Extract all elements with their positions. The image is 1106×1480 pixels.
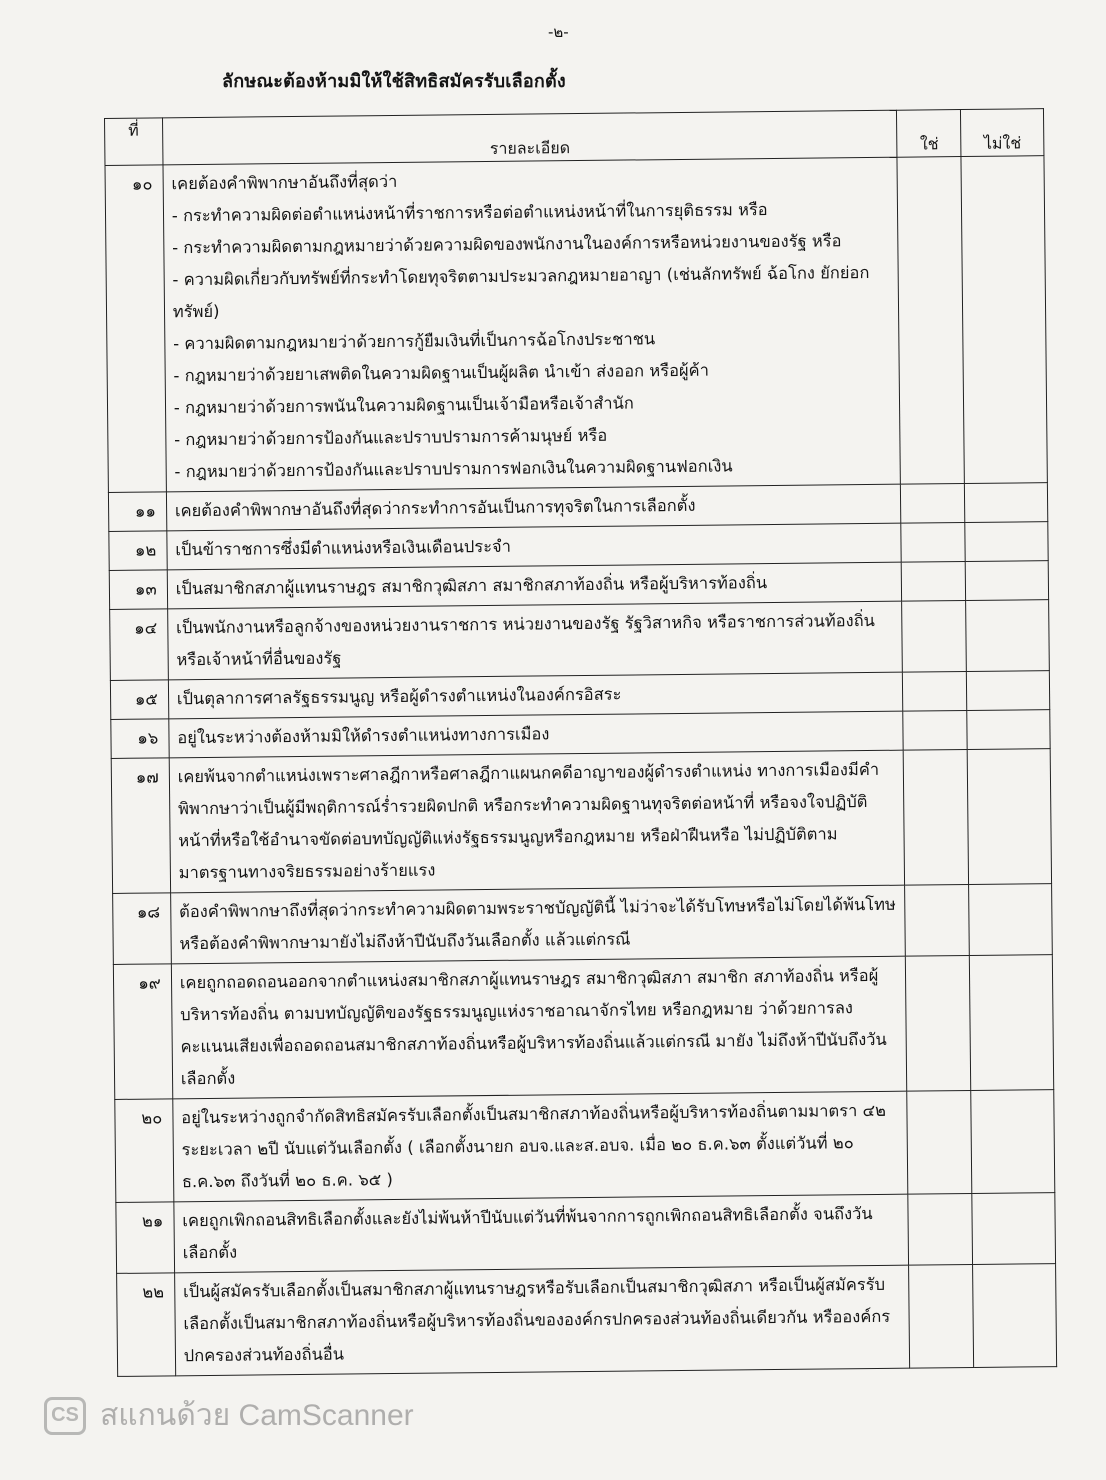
not-checkbox-cell[interactable]: [967, 710, 1050, 750]
header-no: ที่: [105, 118, 163, 166]
table-row: [116, 1193, 1056, 1274]
row-detail: [174, 1194, 909, 1273]
detail-line: - ความผิดตามกฎหมายว่าด้วยการกู้ยืมเงินที่เป็นการฉ้อโกงประชาชน: [173, 329, 656, 354]
row-detail: [173, 1091, 909, 1202]
yes-checkbox-cell[interactable]: [904, 749, 969, 885]
detail-line: - กระทำความผิดตามกฎหมายว่าด้วยความผิดของพนักงานในองค์การหรือหน่วยงานของรัฐ หรือ: [172, 231, 842, 258]
detail-line: - กฎหมายว่าด้วยการพนันในความผิดฐานเป็นเจ้ามือหรือเจ้าสำนัก: [173, 393, 634, 418]
detail-line: เป็นข้าราชการซึ่งมีตำแหน่งหรือเงินเดือนประจำ: [175, 536, 512, 560]
detail-line: เป็นตุลาการศาลรัฐธรรมนูญ หรือผู้ดำรงตำแหน่งในองค์กรอิสระ: [176, 684, 622, 709]
table-row: [117, 1264, 1057, 1377]
watermark-text: สแกนด้วย CamScanner: [100, 1399, 414, 1432]
detail-line: - กฎหมายว่าด้วยการป้องกันและปราบปรามการค้ามนุษย์ หรือ: [174, 425, 608, 450]
detail-line: เป็นสมาชิกสภาผู้แทนราษฎร สมาชิกวุฒิสภา สมาชิกสภาท้องถิ่น หรือผู้บริหารท้องถิ่น: [175, 573, 768, 599]
yes-checkbox-cell[interactable]: [897, 157, 964, 485]
detail-line: อยู่ในระหว่างต้องห้ามมิให้ดำรงตำแหน่งทางการเมือง: [177, 724, 550, 748]
disqualification-table: [104, 108, 1057, 1377]
detail-line: ต้องคำพิพากษาถึงที่สุดว่ากระทำความผิดตามพระราชบัญญัตินี้ ไม่ว่าจะได้รับโทษหรือไม่โดยได้พ้นโทษหรือต้องคำพิพากษามายังไม่ถึงห้าปีนับถึงวันเลือกตั้ง แล้วแต่กรณี: [178, 894, 896, 954]
row-number: ๑๓: [109, 570, 167, 610]
camscanner-watermark: [44, 1392, 414, 1439]
not-checkbox-cell[interactable]: [966, 600, 1049, 672]
row-number: ๑๕: [110, 680, 168, 720]
table-row: [115, 1090, 1055, 1203]
table-row: [105, 156, 1047, 493]
detail-line: เป็นพนักงานหรือลูกจ้างของหน่วยงานราชการ หน่วยงานของรัฐ รัฐวิสาหกิจ หรือราชการส่วนท้องถิ่น หรือเจ้าหน้าที่อื่นของรัฐ: [176, 610, 876, 670]
detail-line: เคยต้องคำพิพากษาอันถึงที่สุดว่ากระทำการอันเป็นการทุจริตในการเลือกตั้ง: [174, 495, 696, 521]
detail-line: เคยถูกถอดถอนออกจากตำแหน่งสมาชิกสภาผู้แทนราษฎร สมาชิกวุฒิสภา สมาชิก สภาท้องถิ่น หรือผู้บริหารท้องถิ่น ตามบทบัญญัติของรัฐธรรมนูญแห่งราชอาณาจักรไทย หรือกฎหมาย ว่าด้วยการลงคะแนนเสียงเพื่อถอดถอนสมาชิกสภาท้องถิ่นหรือผู้บริหารท้องถิ่นแล้วแต่กรณี มายัง ไม่ถึงห้าปีนับถึงวันเลือกตั้ง: [179, 965, 887, 1089]
table-row: [110, 600, 1050, 681]
row-number: ๑๖: [111, 719, 169, 759]
header-yes: ใช่: [897, 110, 961, 158]
not-checkbox-cell[interactable]: [970, 955, 1054, 1091]
yes-checkbox-cell[interactable]: [907, 1090, 972, 1194]
row-number: ๑๔: [110, 609, 169, 681]
page-number: -๒-: [548, 23, 569, 41]
row-number: ๒๑: [116, 1202, 175, 1274]
camscanner-logo-icon: CS: [44, 1397, 86, 1435]
row-detail: [171, 956, 907, 1099]
detail-line: เคยต้องคำพิพากษาอันถึงที่สุดว่า: [171, 171, 398, 194]
table-row: [113, 955, 1053, 1100]
not-checkbox-cell[interactable]: [969, 884, 1052, 956]
yes-checkbox-cell[interactable]: [905, 884, 970, 956]
yes-checkbox-cell[interactable]: [903, 710, 967, 750]
not-checkbox-cell[interactable]: [968, 749, 1052, 885]
row-number: ๑๐: [105, 165, 166, 493]
table-body: [105, 156, 1057, 1377]
header-not: ไม่ใช่: [961, 109, 1044, 157]
detail-line: เคยถูกเพิกถอนสิทธิเลือกตั้งและยังไม่พ้นห้าปีนับแต่วันที่พ้นจากการถูกเพิกถอนสิทธิเลือกตั้ง จนถึงวันเลือกตั้ง: [182, 1204, 873, 1263]
row-number: ๒๒: [117, 1273, 176, 1377]
document-title: ลักษณะต้องห้ามมิให้ใช้สิทธิสมัครรับเลือกตั้ง: [222, 71, 566, 92]
yes-checkbox-cell[interactable]: [901, 523, 965, 563]
row-detail: [169, 750, 905, 893]
not-checkbox-cell[interactable]: [961, 156, 1047, 484]
row-number: ๑๒: [109, 531, 167, 571]
yes-checkbox-cell[interactable]: [902, 600, 967, 672]
yes-checkbox-cell[interactable]: [906, 955, 971, 1091]
not-checkbox-cell[interactable]: [972, 1193, 1055, 1265]
row-detail: [163, 157, 901, 492]
detail-line: - ความผิดเกี่ยวกับทรัพย์ที่กระทำโดยทุจริตตามประมวลกฎหมายอาญา (เช่นลักทรัพย์ ฉ้อโกง ยักย่อกทรัพย์): [172, 262, 870, 322]
yes-checkbox-cell[interactable]: [901, 484, 965, 524]
row-detail: [167, 601, 902, 680]
detail-line: เคยพ้นจากตำแหน่งเพราะศาลฎีกาหรือศาลฎีกาแผนกคดีอาญาของผู้ดำรงตำแหน่ง ทางการเมืองมีคำพิพากษาว่าเป็นผู้มีพฤติการณ์ร่ำรวยผิดปกติ หรือกระทำความผิดฐานทุจริตต่อหน้าที่ หรือจงใจปฏิบัติหน้าที่หรือใช้อำนาจขัดต่อบทบัญญัติแห่งรัฐธรรมนูญหรือกฎหมาย หรือฝ่าฝืนหรือ ไม่ปฏิบัติตามมาตรฐานทางจริยธรรมอย่างร้ายแรง: [177, 759, 880, 883]
detail-line: - กระทำความผิดต่อตำแหน่งหน้าที่ราชการหรือต่อตำแหน่งหน้าที่ในการยุติธรรม หรือ: [171, 200, 768, 226]
detail-line: - กฎหมายว่าด้วยยาเสพติดในความผิดฐานเป็นผู้ผลิต นำเข้า ส่งออก หรือผู้ค้า: [173, 360, 710, 386]
row-detail: [170, 885, 905, 964]
yes-checkbox-cell[interactable]: [903, 671, 967, 711]
yes-checkbox-cell[interactable]: [909, 1264, 974, 1368]
row-number: ๑๗: [111, 758, 170, 894]
row-number: ๑๘: [113, 893, 172, 965]
not-checkbox-cell[interactable]: [965, 522, 1048, 562]
yes-checkbox-cell[interactable]: [908, 1193, 973, 1265]
not-checkbox-cell[interactable]: [967, 671, 1050, 711]
yes-checkbox-cell[interactable]: [902, 562, 966, 602]
not-checkbox-cell[interactable]: [971, 1090, 1055, 1194]
table-row: [113, 884, 1053, 965]
not-checkbox-cell[interactable]: [973, 1264, 1057, 1368]
detail-line: อยู่ในระหว่างถูกจำกัดสิทธิสมัครรับเลือกตั้งเป็นสมาชิกสภาท้องถิ่นหรือผู้บริหารท้องถิ่นตามมาตรา ๔๒ ระยะเวลา ๒ปี นับแต่วันเลือกตั้ง ( เลือกตั้งนายก อบจ.และส.อบจ. เมื่อ ๒๐ ธ.ค.๖๓ ตั้งแต่วันที่ ๒๐ ธ.ค.๖๓ ถึงวันที่ ๒๐ ธ.ค. ๖๕ ): [181, 1100, 887, 1192]
row-number: ๑๑: [108, 492, 166, 532]
not-checkbox-cell[interactable]: [966, 561, 1049, 601]
not-checkbox-cell[interactable]: [965, 483, 1048, 523]
table-row: [111, 749, 1051, 894]
row-number: ๒๐: [115, 1099, 174, 1203]
detail-line: - กฎหมายว่าด้วยการป้องกันและปราบปรามการฟอกเงินในความผิดฐานฟอกเงิน: [174, 456, 733, 482]
detail-line: เป็นผู้สมัครรับเลือกตั้งเป็นสมาชิกสภาผู้แทนราษฎรหรือรับเลือกเป็นสมาชิกวุฒิสภา หรือเป็นผู้สมัครรับเลือกตั้งเป็นสมาชิกสภาท้องถิ่นหรือผู้บริหารท้องถิ่นขององค์กรปกครองส่วนท้องถิ่นเดียวกัน หรือองค์กรปกครองส่วนท้องถิ่นอื่น: [182, 1274, 891, 1366]
header-detail: รายละเอียด: [162, 110, 897, 165]
row-detail: [174, 1265, 910, 1376]
row-number: ๑๙: [113, 964, 172, 1100]
